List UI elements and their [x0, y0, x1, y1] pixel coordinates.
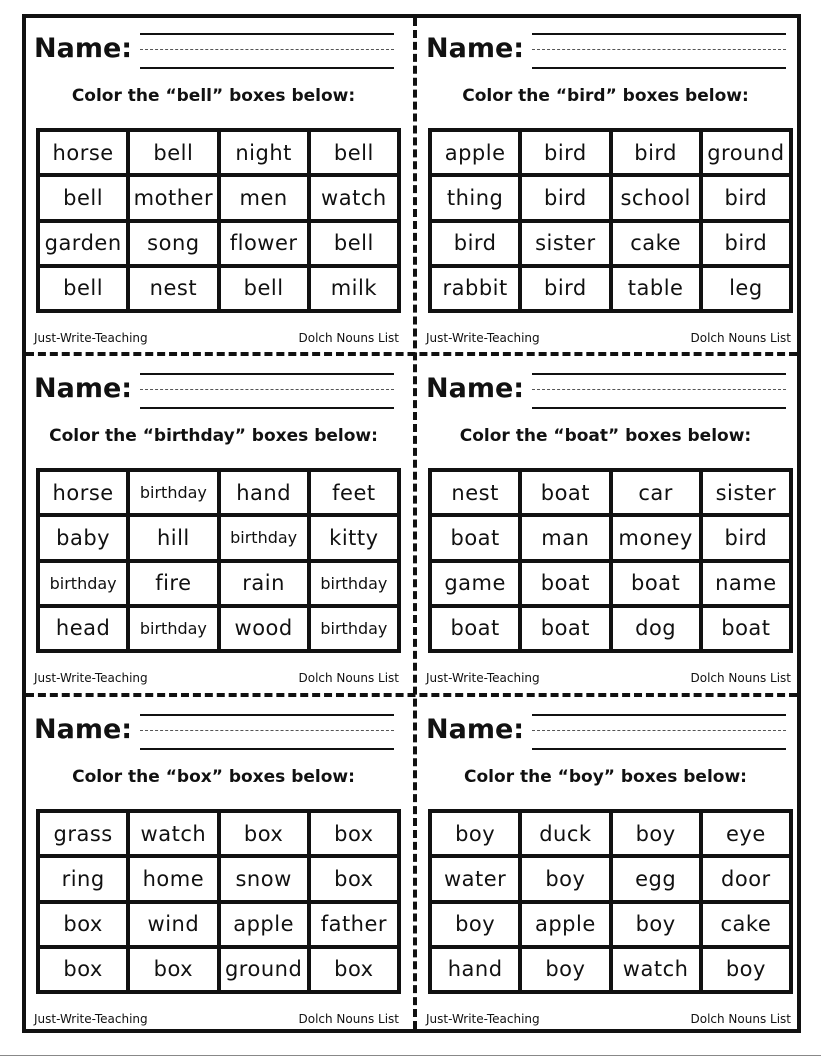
name-line-midline: [532, 389, 786, 390]
word-box[interactable]: duck: [522, 813, 608, 854]
word-box[interactable]: ground: [221, 949, 307, 990]
worksheet-panel: [26, 18, 401, 351]
word-box[interactable]: fire: [130, 563, 216, 604]
name-line-baseline[interactable]: [140, 67, 394, 69]
word-box[interactable]: boat: [703, 608, 789, 649]
footer-list-name: Dolch Nouns List: [690, 1012, 791, 1026]
word-box[interactable]: sister: [522, 223, 608, 264]
word-box[interactable]: birthday: [130, 472, 216, 513]
word-box[interactable]: mother: [130, 177, 216, 218]
word-grid: [36, 809, 401, 994]
word-box[interactable]: apple: [432, 132, 518, 173]
footer-brand: Just-Write-Teaching: [34, 671, 148, 685]
page-bottom-rule: [0, 1055, 821, 1056]
word-box[interactable]: wind: [130, 904, 216, 945]
word-box[interactable]: boy: [522, 949, 608, 990]
footer-list-name: Dolch Nouns List: [690, 331, 791, 345]
word-box[interactable]: wood: [221, 608, 307, 649]
footer-list-name: Dolch Nouns List: [298, 671, 399, 685]
word-box[interactable]: game: [432, 563, 518, 604]
footer-brand: Just-Write-Teaching: [426, 331, 540, 345]
footer-list-name: Dolch Nouns List: [298, 1012, 399, 1026]
word-box[interactable]: thing: [432, 177, 518, 218]
word-box[interactable]: box: [221, 813, 307, 854]
worksheet-panel: [26, 699, 401, 1032]
name-row: [426, 713, 786, 753]
word-box[interactable]: rabbit: [432, 268, 518, 309]
word-box[interactable]: boat: [432, 517, 518, 558]
instruction-text: Color the “bird” boxes below:: [462, 86, 749, 106]
word-box[interactable]: hill: [130, 517, 216, 558]
instruction-text: Color the “bell” boxes below:: [71, 86, 356, 106]
word-box[interactable]: bird: [703, 177, 789, 218]
word-grid: [428, 128, 793, 313]
footer-list-name: Dolch Nouns List: [690, 671, 791, 685]
word-box[interactable]: feet: [311, 472, 397, 513]
name-line-top[interactable]: [532, 33, 786, 35]
word-grid: [428, 468, 793, 653]
word-box[interactable]: baby: [40, 517, 126, 558]
word-box[interactable]: car: [613, 472, 699, 513]
word-box[interactable]: bell: [311, 132, 397, 173]
word-box[interactable]: boy: [432, 904, 518, 945]
name-line-baseline[interactable]: [532, 67, 786, 69]
word-box[interactable]: head: [40, 608, 126, 649]
word-box[interactable]: cake: [613, 223, 699, 264]
word-box[interactable]: hand: [432, 949, 518, 990]
name-row: [34, 713, 394, 753]
word-box[interactable]: box: [130, 949, 216, 990]
word-box[interactable]: birthday: [311, 563, 397, 604]
word-box[interactable]: bird: [522, 132, 608, 173]
word-box[interactable]: flower: [221, 223, 307, 264]
name-line-midline: [140, 49, 394, 50]
word-box[interactable]: snow: [221, 858, 307, 899]
word-grid: [36, 128, 401, 313]
word-box[interactable]: apple: [221, 904, 307, 945]
word-box[interactable]: apple: [522, 904, 608, 945]
word-box[interactable]: birthday: [311, 608, 397, 649]
word-box[interactable]: birthday: [130, 608, 216, 649]
word-box[interactable]: boat: [522, 472, 608, 513]
name-line-top[interactable]: [532, 373, 786, 375]
name-label: Name:: [34, 714, 133, 745]
word-box[interactable]: hand: [221, 472, 307, 513]
footer-brand: Just-Write-Teaching: [34, 1012, 148, 1026]
name-line-midline: [532, 49, 786, 50]
word-box[interactable]: kitty: [311, 517, 397, 558]
word-box[interactable]: bell: [40, 177, 126, 218]
name-line-top[interactable]: [140, 373, 394, 375]
name-label: Name:: [34, 33, 133, 64]
name-row: [34, 32, 394, 72]
word-box[interactable]: boy: [522, 858, 608, 899]
name-row: [426, 372, 786, 412]
name-line-top[interactable]: [140, 714, 394, 716]
word-box[interactable]: home: [130, 858, 216, 899]
name-line-baseline[interactable]: [140, 748, 394, 750]
word-box[interactable]: box: [311, 949, 397, 990]
word-box[interactable]: boat: [522, 608, 608, 649]
word-box[interactable]: man: [522, 517, 608, 558]
footer-brand: Just-Write-Teaching: [34, 331, 148, 345]
word-box[interactable]: door: [703, 858, 789, 899]
footer-brand: Just-Write-Teaching: [426, 671, 540, 685]
word-box[interactable]: night: [221, 132, 307, 173]
horizontal-cut-line-1: [26, 352, 797, 356]
name-line-baseline[interactable]: [140, 407, 394, 409]
word-box[interactable]: men: [221, 177, 307, 218]
name-line-midline: [140, 389, 394, 390]
word-box[interactable]: name: [703, 563, 789, 604]
word-box[interactable]: school: [613, 177, 699, 218]
vertical-cut-line: [413, 18, 417, 1029]
name-line-baseline[interactable]: [532, 407, 786, 409]
name-row: [34, 372, 394, 412]
name-label: Name:: [426, 373, 525, 404]
worksheet-panel: [26, 358, 401, 691]
word-box[interactable]: grass: [40, 813, 126, 854]
word-box[interactable]: birthday: [40, 563, 126, 604]
word-box[interactable]: bell: [221, 268, 307, 309]
word-box[interactable]: box: [311, 858, 397, 899]
word-box[interactable]: box: [311, 813, 397, 854]
word-box[interactable]: boy: [703, 949, 789, 990]
footer-brand: Just-Write-Teaching: [426, 1012, 540, 1026]
word-box[interactable]: bird: [703, 223, 789, 264]
word-box[interactable]: milk: [311, 268, 397, 309]
instruction-text: Color the “birthday” boxes below:: [49, 426, 378, 446]
word-box[interactable]: ring: [40, 858, 126, 899]
word-box[interactable]: ground: [703, 132, 789, 173]
word-box[interactable]: table: [613, 268, 699, 309]
name-label: Name:: [426, 714, 525, 745]
word-grid: [36, 468, 401, 653]
word-box[interactable]: money: [613, 517, 699, 558]
word-box[interactable]: rain: [221, 563, 307, 604]
word-box[interactable]: garden: [40, 223, 126, 264]
horizontal-cut-line-2: [26, 693, 797, 697]
name-line-top[interactable]: [532, 714, 786, 716]
name-label: Name:: [426, 33, 525, 64]
word-box[interactable]: boy: [613, 904, 699, 945]
word-box[interactable]: bird: [432, 223, 518, 264]
name-line-baseline[interactable]: [532, 748, 786, 750]
instruction-text: Color the “box” boxes below:: [72, 767, 355, 787]
word-box[interactable]: bird: [522, 177, 608, 218]
name-line-midline: [532, 730, 786, 731]
word-box[interactable]: boat: [432, 608, 518, 649]
word-box[interactable]: bell: [130, 132, 216, 173]
worksheet-page: [22, 14, 801, 1033]
word-box[interactable]: watch: [130, 813, 216, 854]
word-box[interactable]: watch: [613, 949, 699, 990]
word-box[interactable]: bell: [40, 268, 126, 309]
word-box[interactable]: song: [130, 223, 216, 264]
word-box[interactable]: box: [40, 949, 126, 990]
word-box[interactable]: watch: [311, 177, 397, 218]
worksheet-panel: [418, 18, 793, 351]
instruction-text: Color the “boy” boxes below:: [464, 767, 747, 787]
word-box[interactable]: egg: [613, 858, 699, 899]
word-box[interactable]: water: [432, 858, 518, 899]
word-box[interactable]: leg: [703, 268, 789, 309]
word-box[interactable]: boat: [613, 563, 699, 604]
word-box[interactable]: sister: [703, 472, 789, 513]
word-box[interactable]: nest: [432, 472, 518, 513]
word-box[interactable]: boy: [613, 813, 699, 854]
name-label: Name:: [34, 373, 133, 404]
name-line-top[interactable]: [140, 33, 394, 35]
word-box[interactable]: dog: [613, 608, 699, 649]
word-box[interactable]: nest: [130, 268, 216, 309]
word-box[interactable]: horse: [40, 472, 126, 513]
footer-list-name: Dolch Nouns List: [298, 331, 399, 345]
name-row: [426, 32, 786, 72]
word-box[interactable]: box: [40, 904, 126, 945]
word-box[interactable]: boy: [432, 813, 518, 854]
word-box[interactable]: bird: [613, 132, 699, 173]
name-line-midline: [140, 730, 394, 731]
word-box[interactable]: bird: [522, 268, 608, 309]
worksheet-panel: [418, 699, 793, 1032]
word-box[interactable]: father: [311, 904, 397, 945]
word-box[interactable]: boat: [522, 563, 608, 604]
word-box[interactable]: eye: [703, 813, 789, 854]
word-box[interactable]: horse: [40, 132, 126, 173]
word-box[interactable]: birthday: [221, 517, 307, 558]
word-grid: [428, 809, 793, 994]
instruction-text: Color the “boat” boxes below:: [459, 426, 752, 446]
word-box[interactable]: bell: [311, 223, 397, 264]
worksheet-panel: [418, 358, 793, 691]
word-box[interactable]: cake: [703, 904, 789, 945]
word-box[interactable]: bird: [703, 517, 789, 558]
